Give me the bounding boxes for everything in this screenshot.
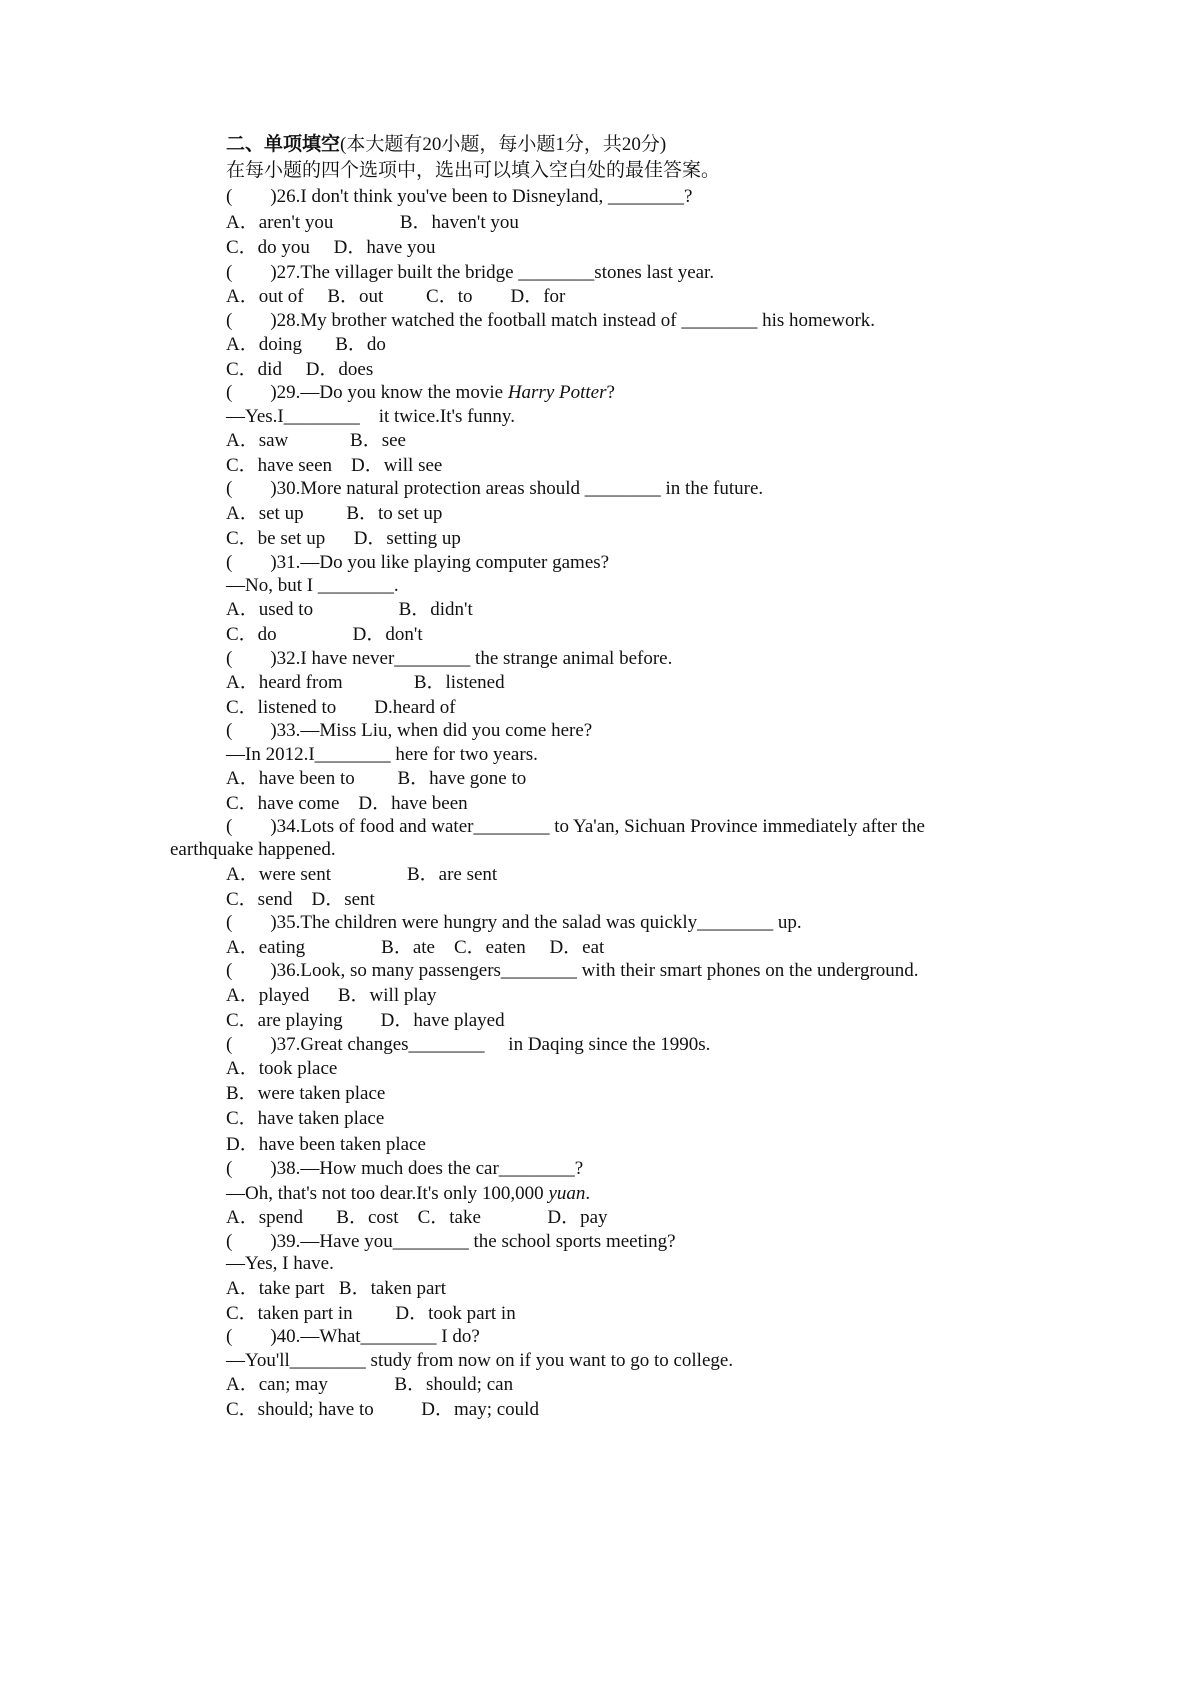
line-q27-opts <box>226 284 1100 310</box>
line-q38-opts <box>226 1205 1100 1231</box>
line-text: ( )33.—Miss Liu, when did you come here? <box>226 720 593 741</box>
line-text: ( )37.Great changes________ in Daqing since the 1990s. <box>226 1034 711 1055</box>
line-text: A．out of B．out C．to D．for <box>226 286 566 307</box>
line-text: ( )26.I don't think you've been to Disneyland, ________? <box>226 186 693 207</box>
line-q37-d <box>226 1132 1100 1158</box>
line-q33-ab <box>226 766 1100 792</box>
line-q39-ab <box>226 1276 1100 1302</box>
line-text: ( )28.My brother watched the football match instead of ________ his homework. <box>226 310 876 331</box>
line-q34-ab <box>226 862 1100 888</box>
line-q31-ab <box>226 597 1100 623</box>
line-text: A．heard from B．listened <box>226 672 505 693</box>
line-text: C．do you D．have you <box>226 237 436 258</box>
line-text: ( )30.More natural protection areas should ________ in the future. <box>226 478 764 499</box>
line-text: —Oh, that's not too dear.It's only 100,000 <box>226 1183 549 1204</box>
line-text: A．were sent B．are sent <box>226 864 498 885</box>
line-q28 <box>226 308 1100 334</box>
line-q34-cont <box>170 837 1100 863</box>
line-q29-a <box>226 404 1100 430</box>
section-instruction: 在每小题的四个选项中，选出可以填入空白处的最佳答案。 <box>226 160 721 181</box>
line-q35 <box>226 910 1100 936</box>
line-q26-ab <box>226 210 1100 236</box>
line-q40-cd <box>226 1397 1100 1423</box>
line-q28-ab <box>226 332 1100 358</box>
line-text: A．used to B．didn't <box>226 599 473 620</box>
line-text: A．aren't you B．haven't you <box>226 212 519 233</box>
line-text: —In 2012.I________ here for two years. <box>226 744 538 765</box>
line-text: C．have seen D．will see <box>226 455 443 476</box>
line-text: C．be set up D．setting up <box>226 528 461 549</box>
line-q29-ab <box>226 428 1100 454</box>
line-text: D．have been taken place <box>226 1134 426 1155</box>
line-text: ( )31.—Do you like playing computer games? <box>226 552 610 573</box>
line-q40 <box>226 1324 1100 1350</box>
line-text: ( )40.—What________ I do? <box>226 1326 480 1347</box>
line-q37-c <box>226 1106 1100 1132</box>
line-q31-cd <box>226 622 1100 648</box>
line-text: ( )36.Look, so many passengers________ with their smart phones on the underground. <box>226 960 919 981</box>
line-q33-a <box>226 742 1100 768</box>
line-text: A．can; may B．should; can <box>226 1374 514 1395</box>
line-text: ( )34.Lots of food and water________ to Ya'an, Sichuan Province immediately after the <box>226 816 925 837</box>
line-text: A．set up B．to set up <box>226 503 443 524</box>
line-text: ( )38.—How much does the car________? <box>226 1158 584 1179</box>
line-q31-a <box>226 573 1100 599</box>
line-text: —Yes.I________ it twice.It's funny. <box>226 406 515 427</box>
line-text: ( )29.—Do you know the movie <box>226 382 508 403</box>
line-text: ( )39.—Have you________ the school sports meeting? <box>226 1231 676 1252</box>
line-text: B．were taken place <box>226 1083 386 1104</box>
line-text: C．send D．sent <box>226 889 375 910</box>
line-text: C．have come D．have been <box>226 793 468 814</box>
line-text: —You'll________ study from now on if you want to go to college. <box>226 1350 734 1371</box>
line-q36-cd <box>226 1008 1100 1034</box>
line-q40-ab <box>226 1372 1100 1398</box>
line-q26-cd <box>226 235 1100 261</box>
line-q32-ab <box>226 670 1100 696</box>
line-q29 <box>226 380 1100 406</box>
line-text: earthquake happened. <box>170 839 336 860</box>
line-q37-a <box>226 1056 1100 1082</box>
line-q36 <box>226 958 1100 984</box>
line-text: ( )27.The villager built the bridge ________stones last year. <box>226 262 715 283</box>
line-text-end: . <box>585 1183 591 1204</box>
line-text: C．taken part in D．took part in <box>226 1303 516 1324</box>
line-italic-text: yuan <box>548 1183 586 1204</box>
line-text: A．played B．will play <box>226 985 437 1006</box>
section-heading <box>226 132 1100 158</box>
line-text: A．doing B．do <box>226 334 386 355</box>
line-text: C．do D．don't <box>226 624 423 645</box>
line-q37-b <box>226 1081 1100 1107</box>
line-q38-a <box>226 1181 1100 1207</box>
line-text: C．have taken place <box>226 1108 385 1129</box>
line-italic-text: Harry Potter <box>507 382 607 403</box>
section-heading-note: (本大题有20小题，每小题1分，共20分) <box>340 134 667 155</box>
line-q30-cd <box>226 526 1100 552</box>
line-text: C．listened to D.heard of <box>226 697 456 718</box>
line-q37 <box>226 1032 1100 1058</box>
line-text-end: ? <box>606 382 615 403</box>
line-q33 <box>226 718 1100 744</box>
line-text: —Yes, I have. <box>226 1253 334 1274</box>
line-text: ( )35.The children were hungry and the salad was quickly________ up. <box>226 912 802 933</box>
line-text: A．took place <box>226 1058 338 1079</box>
line-q30-ab <box>226 501 1100 527</box>
line-text: C．did D．does <box>226 359 374 380</box>
line-text: ( )32.I have never________ the strange animal before. <box>226 648 673 669</box>
line-q27 <box>226 260 1100 286</box>
line-text: A．spend B．cost C．take D．pay <box>226 1207 608 1228</box>
line-text: A．have been to B．have gone to <box>226 768 527 789</box>
line-q26 <box>226 184 1100 210</box>
line-text: —No, but I ________. <box>226 575 399 596</box>
line-text: A．take part B．taken part <box>226 1278 447 1299</box>
line-q39-a <box>226 1251 1100 1277</box>
line-text: C．should; have to D．may; could <box>226 1399 539 1420</box>
line-text: A．eating B．ate C．eaten D．eat <box>226 937 605 958</box>
line-q40-a <box>226 1348 1100 1374</box>
line-q30 <box>226 476 1100 502</box>
line-q36-ab <box>226 983 1100 1009</box>
line-q38 <box>226 1156 1100 1182</box>
line-text: C．are playing D．have played <box>226 1010 505 1031</box>
line-q32 <box>226 646 1100 672</box>
line-text: A．saw B．see <box>226 430 406 451</box>
section-heading-title: 二、单项填空 <box>226 134 341 155</box>
